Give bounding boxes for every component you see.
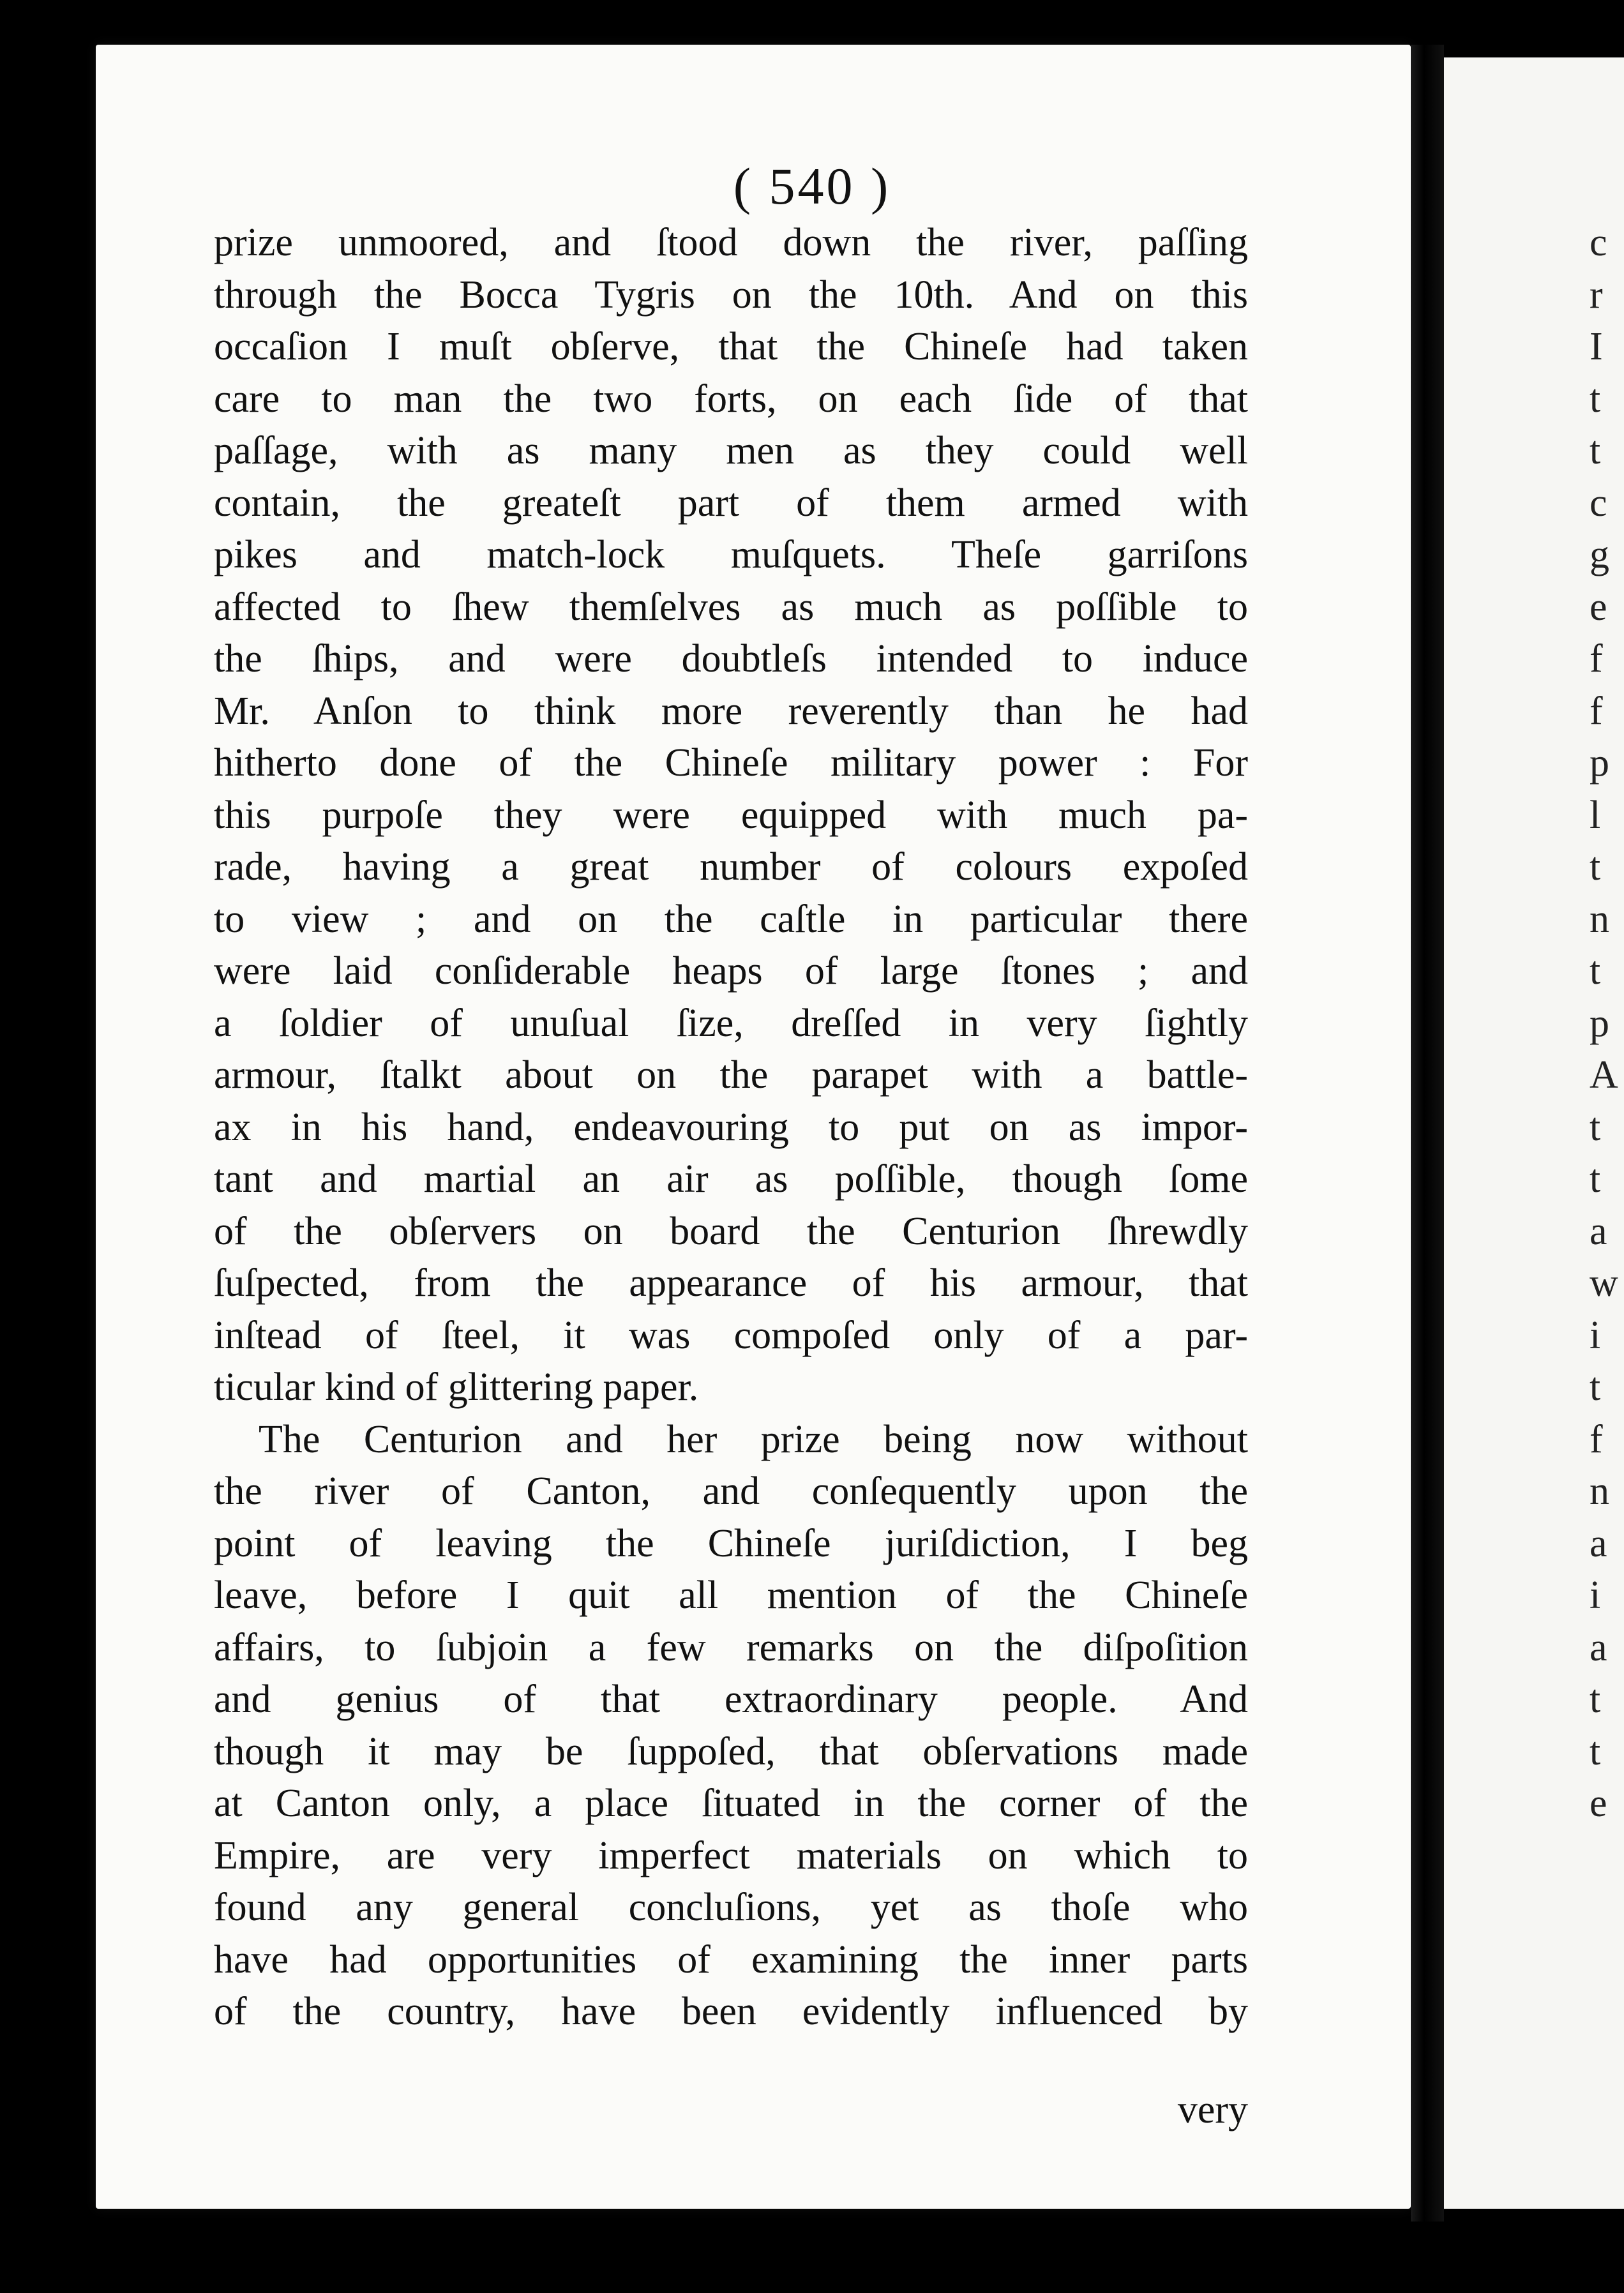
facing-page-char: t — [1590, 1678, 1601, 1721]
text-line: Empire, are very imperfect materials on which to — [214, 1833, 1248, 1877]
text-line: of the country, have been evidently influenced by — [214, 1990, 1248, 2033]
facing-page-char: t — [1590, 845, 1601, 889]
text-line: at Canton only, a place ſituated in the corner of the — [214, 1782, 1248, 1825]
facing-page-char: w — [1590, 1261, 1618, 1305]
facing-page-char: e — [1590, 585, 1607, 629]
text-line: and genius of that extraordinary people. And — [214, 1678, 1248, 1721]
facing-page-char: t — [1590, 1157, 1601, 1201]
text-line: tant and martial an air as poſſible, though ſome — [214, 1157, 1248, 1201]
facing-page-char: f — [1590, 1417, 1603, 1461]
facing-page-char: a — [1590, 1625, 1607, 1669]
text-line: ſuſpected, from the appearance of his armour, that — [214, 1261, 1248, 1305]
text-line: rade, having a great number of colours expoſed — [214, 845, 1248, 889]
facing-page-char: l — [1590, 793, 1601, 837]
facing-page-char: t — [1590, 1729, 1601, 1773]
facing-page-char: e — [1590, 1782, 1607, 1825]
facing-page-char: g — [1590, 533, 1609, 576]
facing-page-char: A — [1590, 1053, 1618, 1097]
text-line: though it may be ſuppoſed, that obſervations made — [214, 1729, 1248, 1773]
facing-page-char: f — [1590, 689, 1603, 733]
book-gutter — [1411, 45, 1444, 2222]
text-line: the ſhips, and were doubtleſs intended to induce — [214, 637, 1248, 680]
text-line: hitherto done of the Chineſe military power : For — [214, 741, 1248, 785]
facing-page-char: t — [1590, 1105, 1601, 1149]
text-line: leave, before I quit all mention of the Chineſe — [214, 1574, 1248, 1617]
text-line: paſſage, with as many men as they could well — [214, 429, 1248, 472]
text-line: a ſoldier of unuſual ſize, dreſſed in very ſightly — [214, 1001, 1248, 1045]
text-line: inſtead of ſteel, it was compoſed only of a par- — [214, 1313, 1248, 1357]
text-line: contain, the greateſt part of them armed with — [214, 481, 1248, 525]
facing-page-char: i — [1590, 1313, 1601, 1357]
facing-page-char: t — [1590, 949, 1601, 993]
text-line: the river of Canton, and conſequently upon the — [214, 1470, 1248, 1513]
facing-page-char: t — [1590, 377, 1601, 421]
facing-page-char: c — [1590, 481, 1607, 525]
facing-page-char: n — [1590, 897, 1609, 941]
text-line: affected to ſhew themſelves as much as poſſible to — [214, 585, 1248, 629]
facing-page-char: t — [1590, 429, 1601, 472]
text-line: found any general concluſions, yet as thoſe who — [214, 1886, 1248, 1929]
facing-page-char: a — [1590, 1521, 1607, 1565]
text-line: care to man the two forts, on each ſide of that — [214, 377, 1248, 421]
facing-page-char: t — [1590, 1365, 1601, 1409]
text-line: point of leaving the Chineſe juriſdiction, I beg — [214, 1521, 1248, 1565]
text-line: Mr. Anſon to think more reverently than he had — [214, 689, 1248, 733]
catchword: very — [1177, 2088, 1248, 2131]
text-line: ticular kind of glittering paper. — [214, 1365, 699, 1409]
facing-page-char: r — [1590, 273, 1603, 317]
text-line: were laid conſiderable heaps of large ſtones ; and — [214, 949, 1248, 993]
text-line: of the obſervers on board the Centurion ſhrewdly — [214, 1209, 1248, 1253]
text-line: have had opportunities of examining the inner parts — [214, 1937, 1248, 1981]
facing-page-char: n — [1590, 1470, 1609, 1513]
text-line: this purpoſe they were equipped with much pa- — [214, 793, 1248, 837]
text-line: armour, ſtalkt about on the parapet with a battle- — [214, 1053, 1248, 1097]
text-line: pikes and match-lock muſquets. Theſe garriſons — [214, 533, 1248, 576]
page-number: ( 540 ) — [733, 157, 891, 215]
facing-page-char: I — [1590, 325, 1603, 368]
body-text — [214, 217, 1248, 2038]
facing-page-char: i — [1590, 1574, 1601, 1617]
text-line: through the Bocca Tygris on the 10th. And on this — [214, 273, 1248, 317]
facing-page-char: c — [1590, 221, 1607, 264]
facing-page-fragments — [1590, 217, 1624, 1830]
facing-page-char: p — [1590, 741, 1609, 785]
facing-page-char: p — [1590, 1001, 1609, 1045]
text-line: affairs, to ſubjoin a few remarks on the diſpoſition — [214, 1625, 1248, 1669]
text-line: to view ; and on the caſtle in particular there — [214, 897, 1248, 941]
facing-page-char: f — [1590, 637, 1603, 680]
text-line: The Centurion and her prize being now without — [259, 1417, 1248, 1461]
text-line: ax in his hand, endeavouring to put on as impor- — [214, 1105, 1248, 1149]
text-line: prize unmoored, and ſtood down the river, paſſing — [214, 221, 1248, 264]
text-line: occaſion I muſt obſerve, that the Chineſe had taken — [214, 325, 1248, 368]
facing-page-char: a — [1590, 1209, 1607, 1253]
